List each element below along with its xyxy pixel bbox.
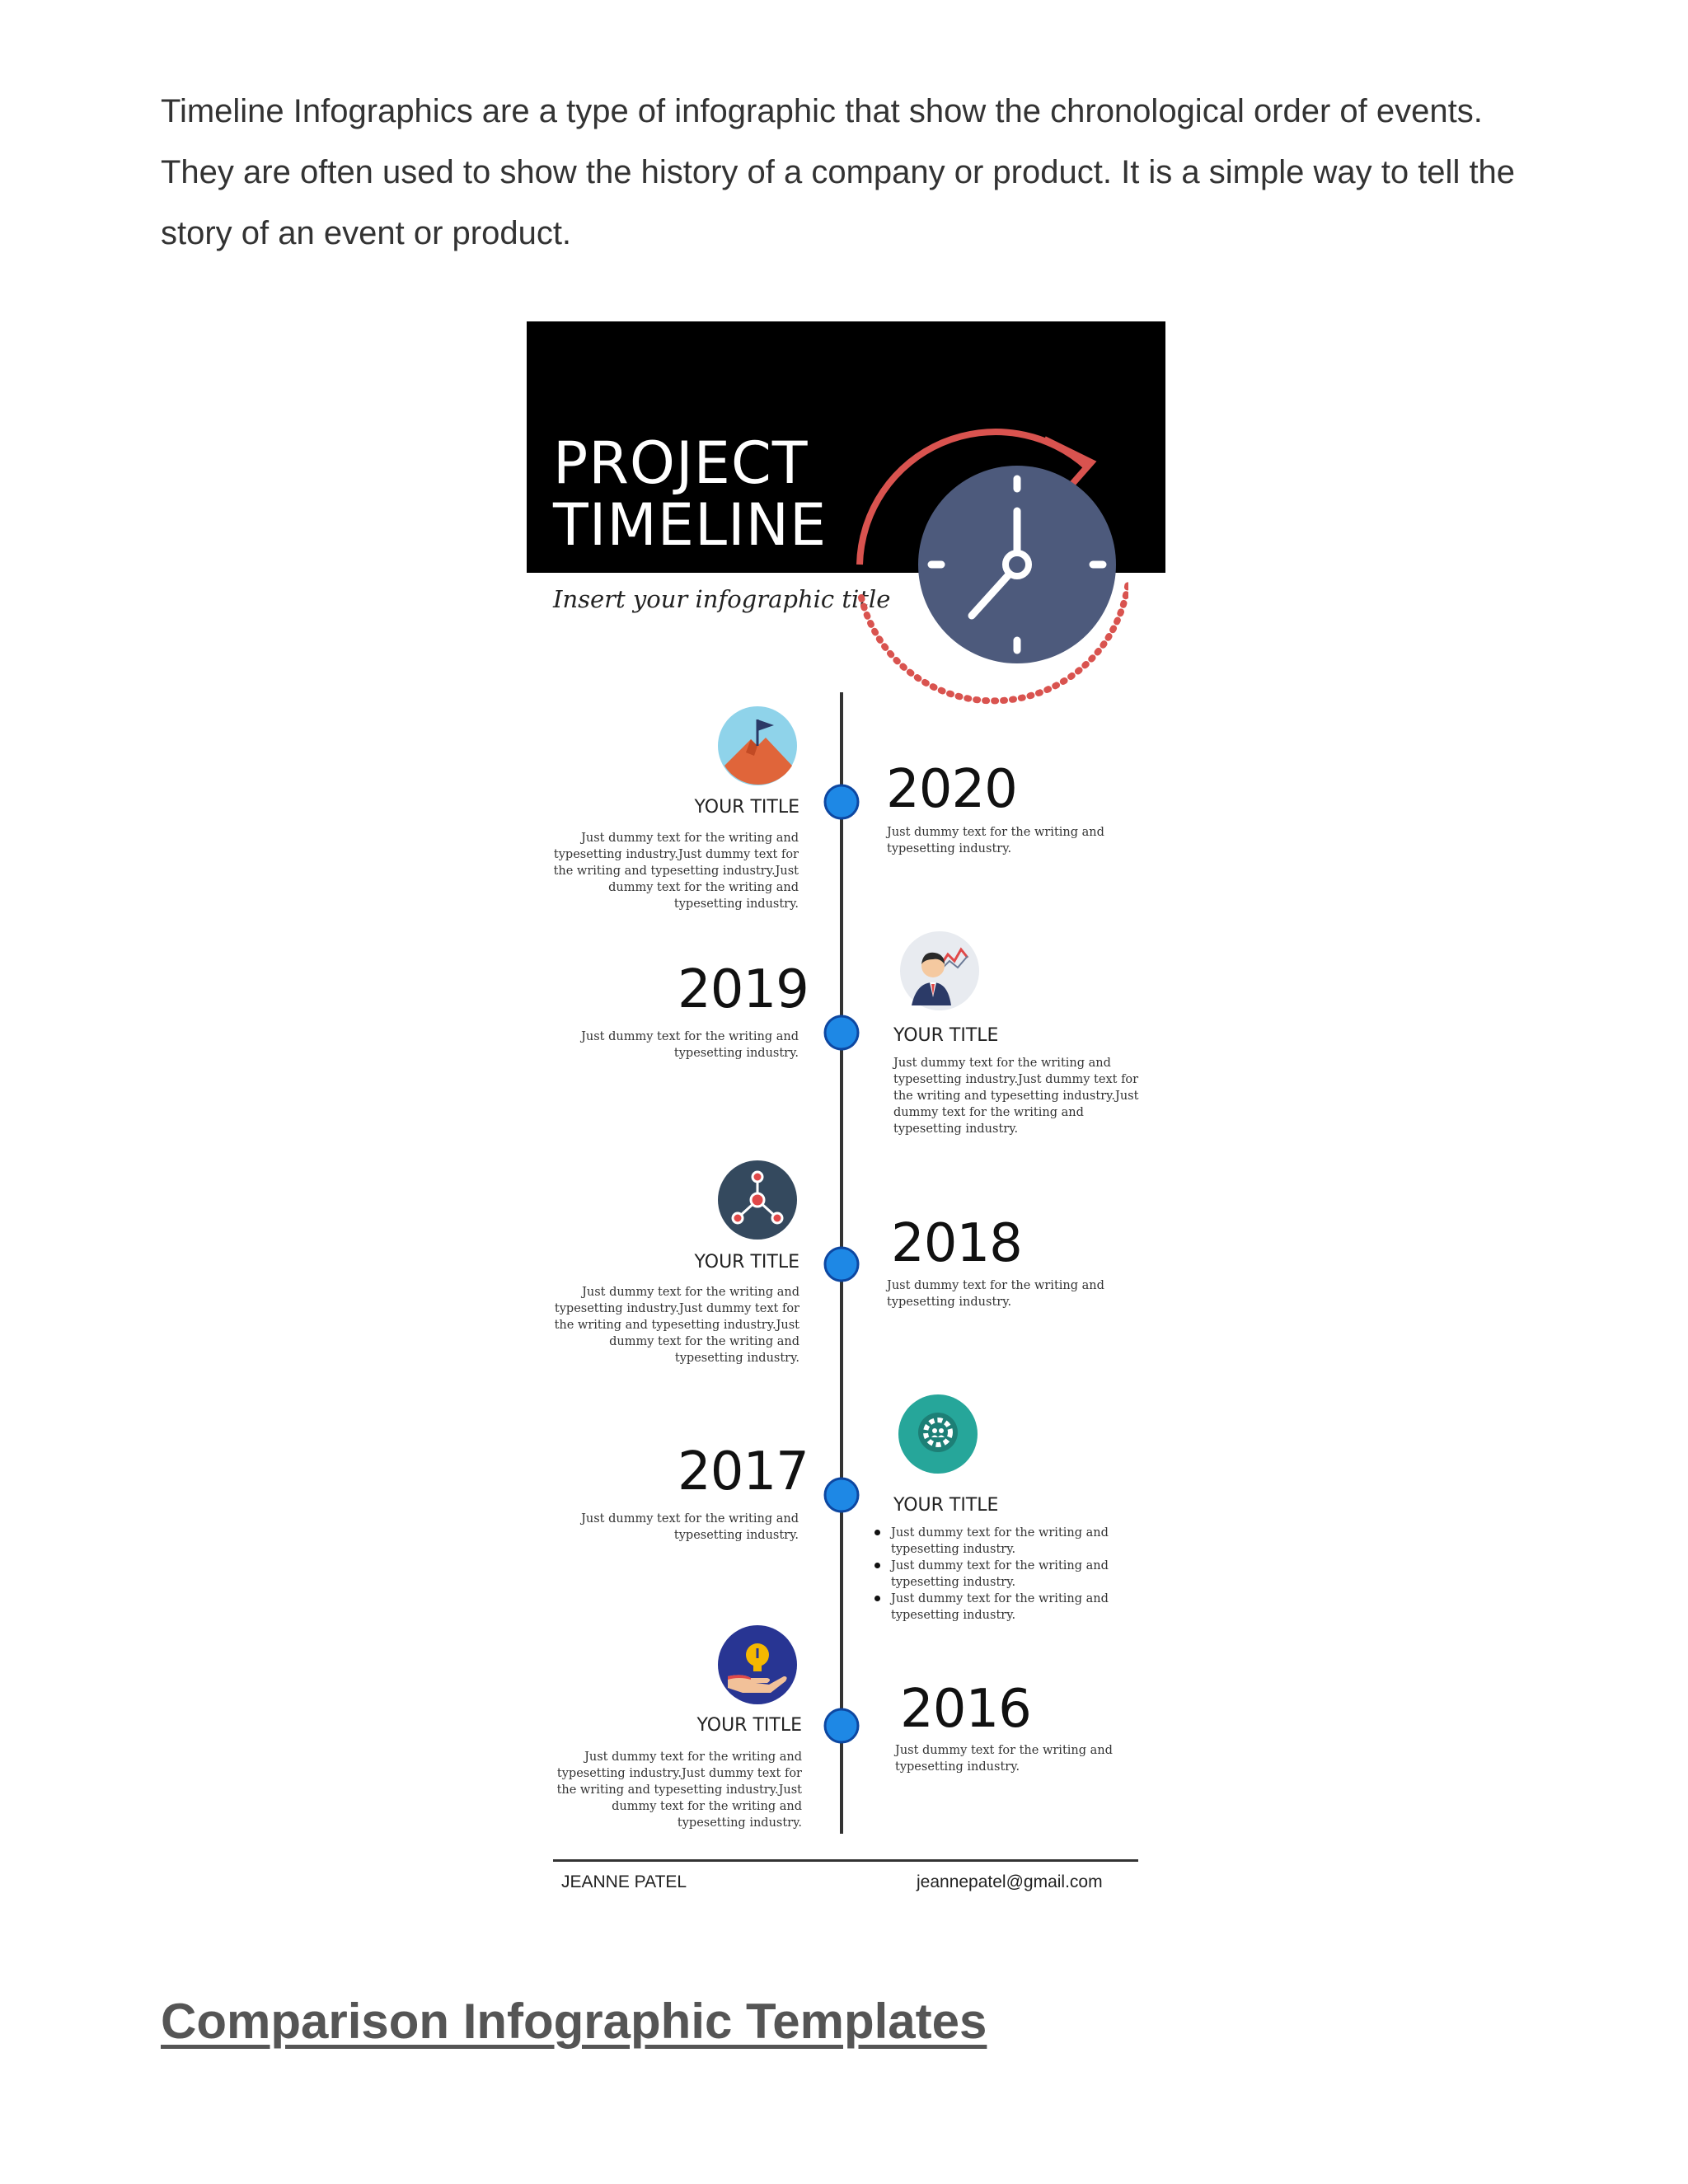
timeline-node-2018 xyxy=(825,1248,858,1281)
entry-body-2018: Just dummy text for the writing and typesetting industry.Just dummy text for the writing and typesetting industry.Just dummy text for the writing and typesetting industry. xyxy=(554,1286,799,1365)
section-heading-link[interactable]: Comparison Infographic Templates xyxy=(161,1994,987,2049)
year-text-2018: Just dummy text for the writing and typesetting industry. xyxy=(887,1279,1104,1309)
title-line-1: PROJECT xyxy=(553,429,809,497)
entry-title-2019: YOUR TITLE xyxy=(893,1025,999,1046)
year-2019: 2019 xyxy=(678,959,809,1020)
timeline-node-2019 xyxy=(825,1016,858,1049)
entry-title-2018: YOUR TITLE xyxy=(694,1252,799,1272)
year-text-2017: Just dummy text for the writing and typesetting industry. xyxy=(581,1512,799,1542)
timeline-infographic xyxy=(527,321,1165,1912)
bullet-item: Just dummy text for the writing and typesetting industry. xyxy=(873,1558,1120,1591)
year-text-2020: Just dummy text for the writing and typesetting industry. xyxy=(887,826,1104,855)
bullet-item: Just dummy text for the writing and typesetting industry. xyxy=(873,1591,1120,1624)
timeline-node-2017 xyxy=(825,1479,858,1511)
entry-body-2020: Just dummy text for the writing and typesetting industry.Just dummy text for the writing and typesetting industry.Just dummy text for the writing and typesetting industry. xyxy=(553,832,799,911)
network-nodes-icon xyxy=(718,1160,797,1240)
entry-title-2017: YOUR TITLE xyxy=(893,1495,999,1516)
footer-divider xyxy=(553,1859,1138,1862)
timeline-node-2020 xyxy=(825,785,858,818)
intro-paragraph: Timeline Infographics are a type of infographic that show the chronological order of events. They are often used to show the history of a company or product. It is a simple way to tell the story of an event or product. xyxy=(161,93,1516,251)
footer-email: jeannepatel@gmail.com xyxy=(917,1872,1103,1891)
idea-hand-icon xyxy=(718,1625,797,1704)
footer-name: JEANNE PATEL xyxy=(561,1872,687,1891)
year-text-2016: Just dummy text for the writing and typesetting industry. xyxy=(895,1744,1113,1774)
entry-title-2016: YOUR TITLE xyxy=(696,1715,802,1736)
entry-body-2016: Just dummy text for the writing and typesetting industry.Just dummy text for the writing and typesetting industry.Just dummy text for the writing and typesetting industry. xyxy=(556,1750,802,1830)
entry-title-2020: YOUR TITLE xyxy=(694,797,799,818)
entry-bullets-2017 xyxy=(873,1525,1120,1624)
businessman-chart-icon xyxy=(900,931,979,1010)
year-2020: 2020 xyxy=(886,759,1017,820)
team-gear-icon xyxy=(898,1394,978,1474)
entry-body-2019: Just dummy text for the writing and typesetting industry.Just dummy text for the writing and typesetting industry.Just dummy text for the writing and typesetting industry. xyxy=(893,1057,1139,1136)
mountain-flag-icon xyxy=(718,706,797,785)
title-line-2: TIMELINE xyxy=(553,491,828,559)
year-2017: 2017 xyxy=(678,1441,809,1502)
year-2018: 2018 xyxy=(891,1213,1022,1274)
year-2016: 2016 xyxy=(900,1679,1031,1740)
timeline-node-2016 xyxy=(825,1709,858,1742)
infographic-subtitle: Insert your infographic title xyxy=(553,585,891,613)
year-text-2019: Just dummy text for the writing and typesetting industry. xyxy=(581,1030,799,1060)
bullet-item: Just dummy text for the writing and typesetting industry. xyxy=(873,1525,1120,1558)
